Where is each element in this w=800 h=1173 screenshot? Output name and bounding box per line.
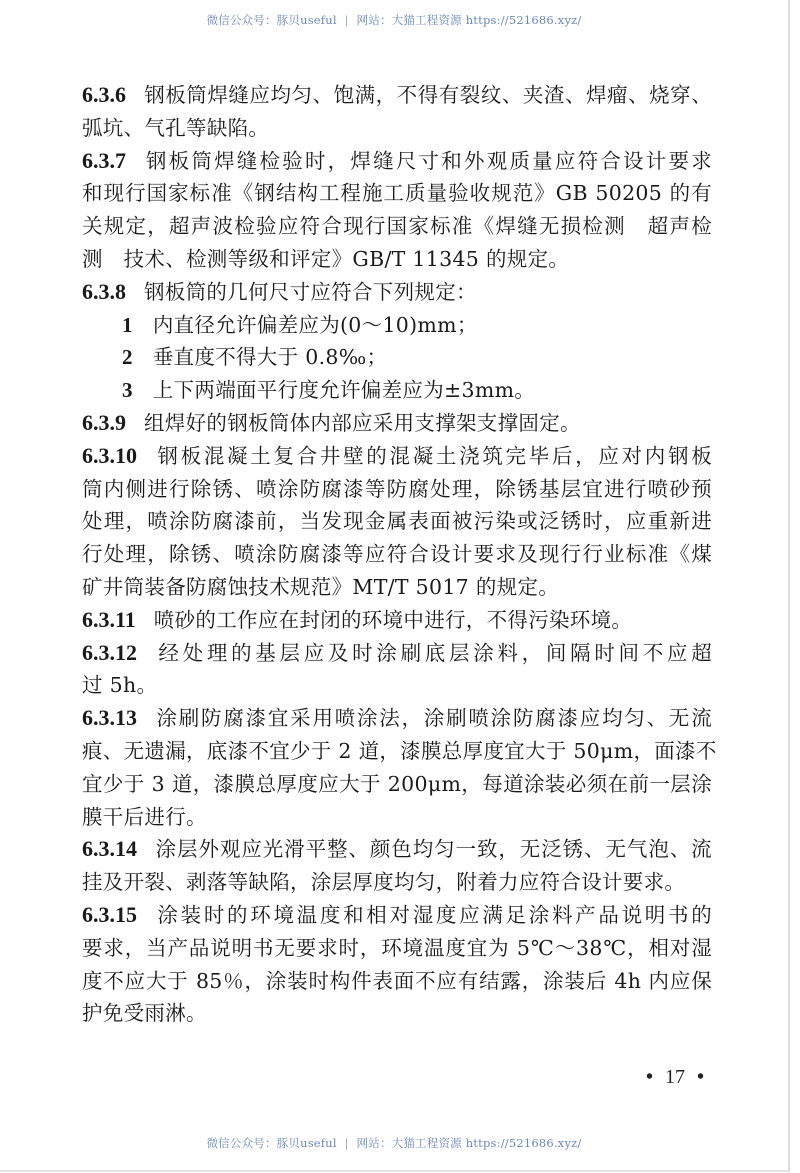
clause-text: 要求，当产品说明书无要求时，环境温度宜为 5℃～38℃，相对湿 (82, 935, 712, 960)
clause-number: 6.3.13 (82, 705, 137, 731)
clause-text: 弧坑、气孔等缺陷。 (82, 115, 270, 140)
list-item (82, 374, 712, 407)
list-item (82, 309, 712, 342)
clause-text: 行处理，除锈、喷涂防腐漆等应符合设计要求及现行行业标准《煤 (82, 542, 712, 567)
bullet-right: • (697, 1066, 705, 1088)
watermark-header (0, 12, 788, 28)
watermark-separator: | (344, 13, 349, 27)
watermark-wechat: 微信公众号：豚贝useful (206, 13, 337, 27)
clause-6-3-8 (82, 276, 712, 407)
clause-text: 涂层外观应光滑平整、颜色均匀一致，无泛锈、无气泡、流 (155, 837, 712, 862)
page-number (620, 1066, 730, 1089)
clause-number: 6.3.10 (82, 442, 137, 468)
clause-text: 关规定，超声波检验应符合现行国家标准《焊缝无损检测 超声检 (82, 214, 712, 239)
clause-number: 6.3.15 (82, 901, 137, 927)
clause-6-3-11 (82, 604, 712, 637)
clause-text: 钢板筒的几何尺寸应符合下列规定： (144, 279, 477, 304)
clause-number: 6.3.7 (82, 147, 126, 173)
clause-number: 6.3.9 (82, 409, 126, 435)
watermark-website: 网站：大猫工程资源 https://521686.xyz/ (356, 1136, 582, 1150)
item-text: 上下两端面平行度允许偏差应为±3mm。 (152, 378, 536, 403)
clause-text: 宜少于 3 道，漆膜总厚度应大于 200μm，每道涂装必须在前一层涂 (82, 771, 712, 796)
item-text: 垂直度不得大于 0.8‰； (152, 345, 388, 370)
clause-6-3-12 (82, 637, 712, 703)
clause-text: 过 5h。 (82, 673, 158, 698)
clause-number: 6.3.14 (82, 836, 137, 862)
clause-6-3-10 (82, 440, 712, 604)
clause-number: 6.3.8 (82, 278, 126, 304)
clause-text: 组焊好的钢板筒体内部应采用支撑架支撑固定。 (144, 410, 581, 435)
clause-number: 6.3.11 (82, 606, 136, 632)
clause-6-3-14 (82, 833, 712, 899)
page-number-value: 17 (665, 1066, 685, 1088)
clause-text: 膜干后进行。 (82, 804, 207, 829)
bullet-left: • (645, 1066, 653, 1088)
clause-text: 测 技术、检测等级和评定》GB/T 11345 的规定。 (82, 246, 570, 271)
clause-text: 钢板混凝土复合井壁的混凝土浇筑完毕后，应对内钢板 (155, 443, 712, 468)
clause-text: 矿井筒装备防腐蚀技术规范》MT/T 5017 的规定。 (82, 574, 560, 599)
clause-6-3-15 (82, 899, 712, 1030)
clause-text: 涂刷防腐漆宜采用喷涂法，涂刷喷涂防腐漆应均匀、无流 (155, 706, 712, 731)
clause-6-3-6 (82, 79, 712, 145)
watermark-footer (0, 1135, 788, 1151)
item-number: 1 (122, 312, 133, 337)
clause-text: 钢板筒焊缝检验时，焊缝尺寸和外观质量应符合设计要求 (144, 148, 712, 173)
clause-text: 钢板筒焊缝应均匀、饱满，不得有裂纹、夹渣、焊瘤、烧穿、 (144, 83, 712, 107)
watermark-website: 网站：大猫工程资源 https://521686.xyz/ (356, 13, 582, 27)
clause-text: 处理，喷涂防腐漆前，当发现金属表面被污染或泛锈时，应重新进 (82, 509, 712, 534)
clause-text: 和现行国家标准《钢结构工程施工质量验收规范》GB 50205 的有 (82, 181, 712, 206)
list-item (82, 341, 712, 374)
clause-text: 筒内侧进行除锈、喷涂防腐漆等防腐处理，除锈基层宜进行喷砂预 (82, 476, 712, 501)
watermark-separator: | (344, 1136, 349, 1150)
clause-text: 度不应大于 85％，涂装时构件表面不应有结露，涂装后 4h 内应保 (82, 968, 712, 993)
clause-number: 6.3.6 (82, 82, 126, 107)
clause-text: 护免受雨淋。 (82, 1001, 207, 1026)
clause-text: 挂及开裂、剥落等缺陷，涂层厚度均匀，附着力应符合设计要求。 (82, 870, 686, 895)
item-text: 内直径允许偏差应为(0～10)mm； (152, 312, 478, 337)
clause-number: 6.3.12 (82, 639, 137, 665)
watermark-wechat: 微信公众号：豚贝useful (206, 1136, 337, 1150)
item-number: 2 (122, 345, 133, 370)
clause-6-3-9 (82, 407, 712, 440)
clause-6-3-13 (82, 702, 717, 833)
item-number: 3 (122, 378, 133, 403)
clause-6-3-7 (82, 145, 712, 276)
clause-text: 经处理的基层应及时涂刷底层涂料，间隔时间不应超 (155, 640, 712, 665)
clause-text: 涂装时的环境温度和相对湿度应满足涂料产品说明书的 (155, 902, 712, 927)
clause-text: 喷砂的工作应在封闭的环境中进行，不得污染环境。 (153, 607, 633, 632)
clause-text: 痕、无遗漏，底漆不宜少于 2 道，漆膜总厚度宜大于 50μm，面漆不 (82, 738, 717, 763)
document-body (82, 79, 717, 1030)
